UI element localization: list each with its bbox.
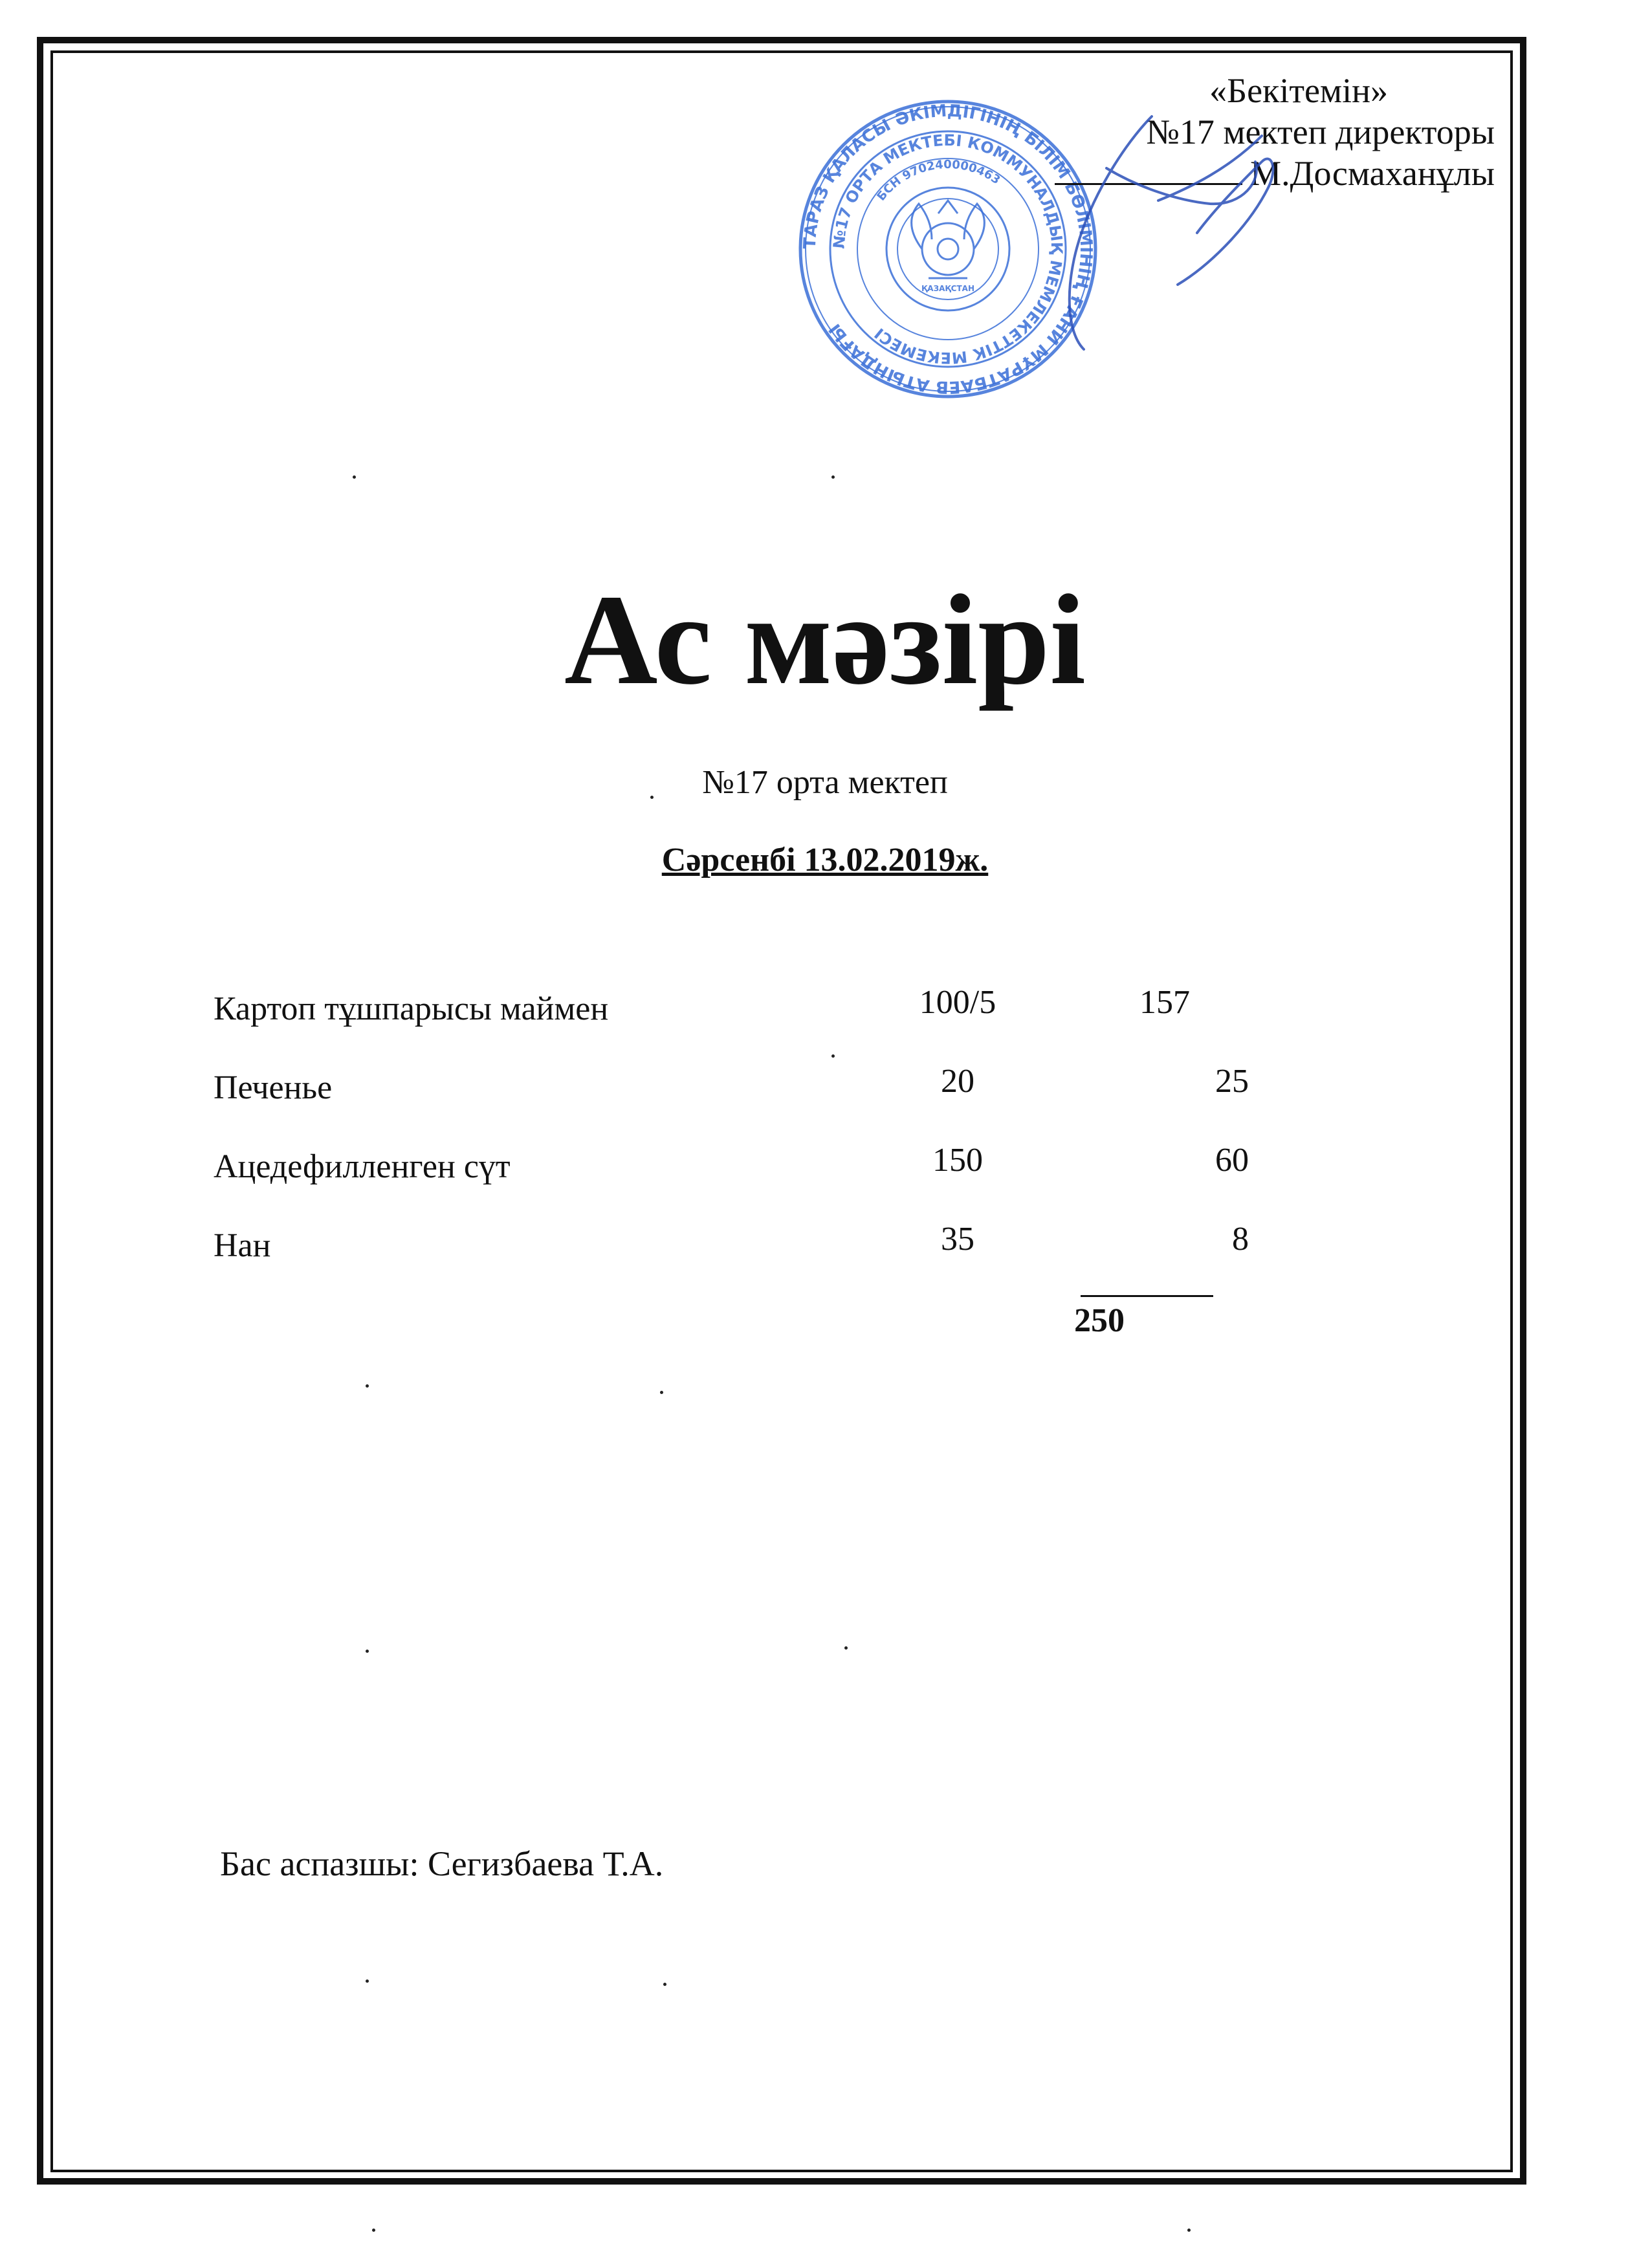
menu-total: 250 (1074, 1302, 1125, 1339)
menu-item-name: Печенье (214, 1069, 333, 1106)
head-cook: Бас аспазшы: Сегизбаева Т.А. (220, 1844, 664, 1883)
scan-speck (372, 2229, 375, 2232)
scan-speck (831, 475, 835, 479)
menu-item-price: 60 (1215, 1142, 1249, 1179)
scan-speck (366, 1650, 369, 1653)
menu-list (214, 984, 1249, 1305)
menu-item-name: Картоп тұшпарысы маймен (214, 990, 609, 1027)
menu-item-name: Ацедефилленген сүт (214, 1148, 511, 1185)
scan-speck (660, 1391, 663, 1394)
menu-item-price: 8 (1232, 1221, 1249, 1258)
menu-item (214, 1221, 1249, 1305)
menu-item-price: 157 (1139, 984, 1190, 1021)
coat-of-arms-icon (912, 201, 985, 278)
approval-name: М.Досмаханұлы (1250, 154, 1495, 193)
menu-item-portion: 20 (941, 1063, 974, 1100)
scan-speck (1187, 2229, 1191, 2232)
scan-speck (831, 1054, 835, 1058)
stamp-inner-text: №17 ОРТА МЕКТЕБІ КОММУНАЛДЫҚ МЕМЛЕКЕТТІК МЕКЕМЕСІ (830, 131, 1066, 367)
scan-speck (844, 1646, 848, 1650)
stamp-outer-text: ТАРАЗ ҚАЛАСЫ ӘКІМДІГІНІҢ БІЛІМ БӨЛІМІНІҢ ҒАНИ МҰРАТБАЕВ АТЫНДАҒЫ (800, 101, 1096, 397)
page-title: Ас мәзірі (564, 569, 1086, 712)
menu-item-portion: 35 (941, 1221, 974, 1258)
approval-position: №17 мектеп директоры (1146, 113, 1495, 151)
approval-heading: «Бекітемін» (1209, 71, 1388, 110)
handwritten-signature (1048, 91, 1346, 362)
menu-date: Сәрсенбі 13.02.2019ж. (661, 842, 989, 878)
scan-speck (663, 1983, 666, 1986)
menu-item-name: Нан (214, 1227, 271, 1264)
menu-item (214, 1142, 1249, 1227)
menu-item-price: 25 (1215, 1063, 1249, 1100)
total-divider (1081, 1295, 1213, 1297)
scan-speck (366, 1979, 369, 1983)
menu-item-portion: 100/5 (919, 984, 996, 1021)
menu-item (214, 1063, 1249, 1148)
menu-item (214, 984, 1249, 1069)
scan-speck (650, 796, 654, 799)
scan-speck (366, 1384, 369, 1388)
school-name: №17 орта мектеп (702, 764, 948, 801)
menu-item-portion: 150 (932, 1142, 983, 1179)
scan-speck (353, 475, 356, 479)
stamp-bin-text: БСН 970240000463 (874, 157, 1003, 204)
stamp-emblem-label: ҚАЗАҚСТАН (921, 284, 975, 293)
